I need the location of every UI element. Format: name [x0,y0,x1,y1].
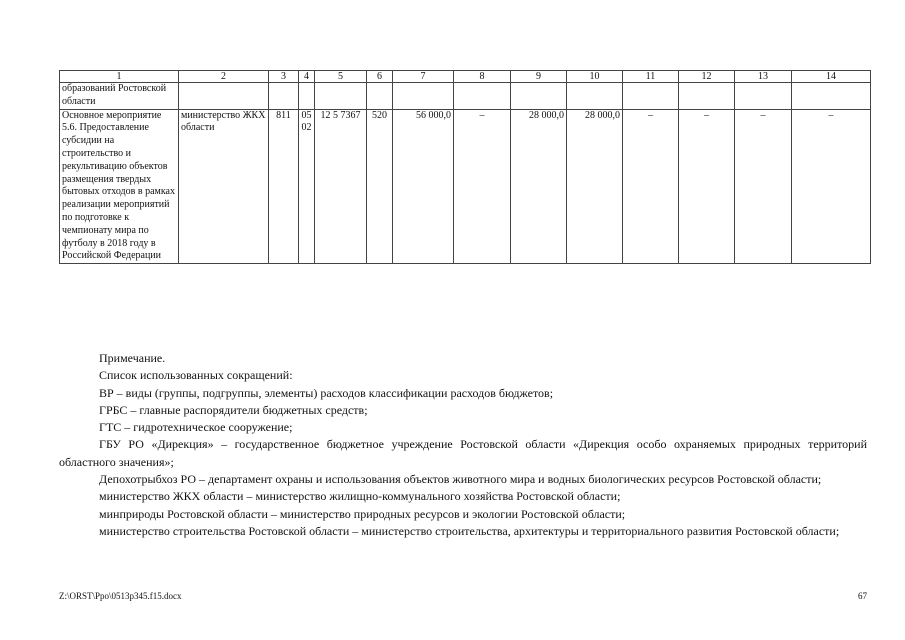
file-path: Z:\ORST\Ppo\0513p345.f15.docx [59,591,182,601]
col-num-4: 4 [299,71,315,83]
abbreviation-item: министерство ЖКХ области – министерство жилищно-коммунального хозяйства Ростовской области; [99,489,621,504]
table-row-continued [60,83,871,110]
abbreviation-item: ГТС – гидротехническое сооружение; [99,420,293,435]
year-cell-2014: – [454,109,511,264]
abbreviations-title: Список использованных сокращений: [99,368,293,383]
abbreviation-item: министерство строительства Ростовской области – министерство строительства, архитектуры и территориального развития Ростовской области; [99,523,840,538]
year-cell-2017: – [623,109,679,264]
measure-name-cell: Основное мероприятие 5.6. Предоставление субсидии на строительство и рекультивацию объектов размещения твердых бытовых отходов в рамках реализации мероприятий по подготовке к чемпионату мира по футболу в 2018 году в Российской Федерации [60,109,179,264]
page-footer [59,591,867,601]
col-num-12: 12 [679,71,735,83]
page-number: 67 [858,591,867,601]
abbreviation-item: Депохотрыбхоз РО – департамент охраны и использования объектов животного мира и водных биологических ресурсов Ростовской области; [99,472,822,487]
col-num-2: 2 [179,71,269,83]
col-num-10: 10 [567,71,623,83]
column-number-row [60,71,871,83]
year-cell-2020: – [792,109,871,264]
col-num-3: 3 [269,71,299,83]
year-cell-2016: 28 000,0 [567,109,623,264]
abbreviation-item: ВР – виды (группы, подгруппы, элементы) расходов классификации расходов бюджетов; [99,385,554,400]
col-num-13: 13 [735,71,792,83]
continued-name-cell: образований Ростовской области [60,83,179,110]
csr-cell: 12 5 7367 [315,109,367,264]
col-num-1: 1 [60,71,179,83]
vr-cell: 520 [367,109,393,264]
table-row-main [60,109,871,264]
col-num-14: 14 [792,71,871,83]
col-num-7: 7 [393,71,454,83]
year-cell-2015: 28 000,0 [511,109,567,264]
abbreviation-item: ГБУ РО «Дирекция» – государственное бюджетное учреждение Ростовской области «Дирекция особо охраняемых природных территорий областного значения»; [59,437,867,469]
notes-section [59,350,867,540]
col-num-9: 9 [511,71,567,83]
rzpr-cell: 05 02 [299,109,315,264]
col-num-8: 8 [454,71,511,83]
year-cell-2018: – [679,109,735,264]
year-cell-2019: – [735,109,792,264]
abbreviation-item: ГРБС – главные распорядители бюджетных средств; [99,402,368,417]
notes-heading: Примечание. [99,351,166,365]
col-num-5: 5 [315,71,367,83]
col-num-6: 6 [367,71,393,83]
budget-table [59,70,871,264]
grbs-cell: 811 [269,109,299,264]
col-num-11: 11 [623,71,679,83]
total-cell: 56 000,0 [393,109,454,264]
responsible-cell: министерство ЖКХ области [179,109,269,264]
abbreviation-item: минприроды Ростовской области – министерство природных ресурсов и экологии Ростовской области; [99,506,626,521]
